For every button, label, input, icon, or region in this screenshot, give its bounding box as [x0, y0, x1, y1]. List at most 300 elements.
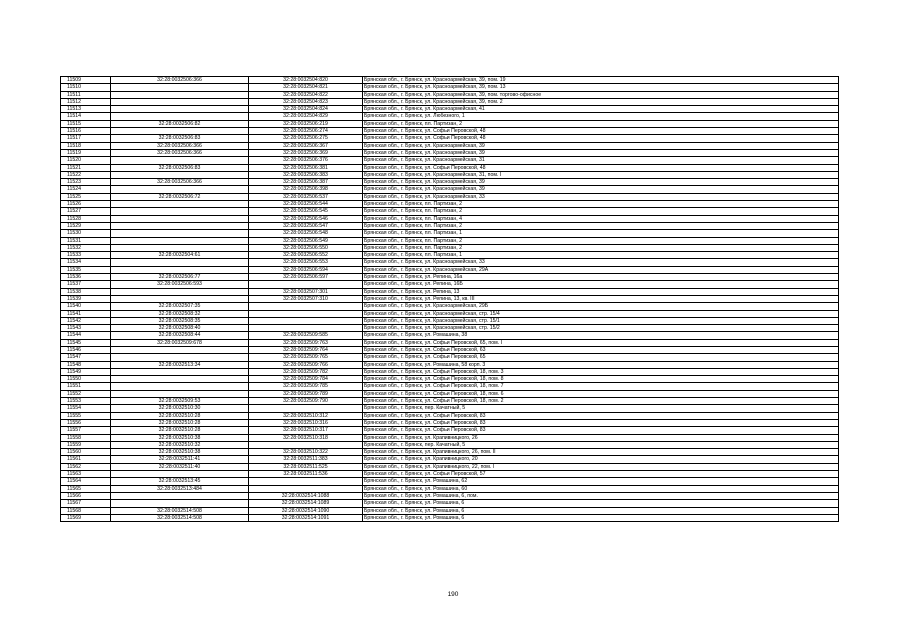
row-number-cell: 11551 — [61, 383, 111, 390]
land-plot-number-cell: 32:28:0032514:508 — [111, 514, 249, 521]
table-row — [61, 259, 839, 266]
row-number-cell: 11520 — [61, 157, 111, 164]
land-plot-number-cell: 32:28:0032507:35 — [111, 303, 249, 310]
building-number-cell: 32:28:0032509:763 — [249, 339, 363, 346]
table-row — [61, 201, 839, 208]
table-row — [61, 310, 839, 317]
land-plot-number-cell — [111, 113, 249, 120]
land-plot-number-cell: 32:28:0032506:366 — [111, 77, 249, 84]
land-plot-number-cell — [111, 492, 249, 499]
row-number-cell: 11512 — [61, 98, 111, 105]
table-row — [61, 274, 839, 281]
address-cell: Брянская обл., г. Брянск, ул. Красноармейская, 31, пом. I — [363, 171, 839, 178]
building-number-cell: 32:28:0032509:765 — [249, 354, 363, 361]
address-cell: Брянская обл., г. Брянск, ул. Софьи Перовской, 65 — [363, 354, 839, 361]
row-number-cell: 11554 — [61, 405, 111, 412]
land-plot-number-cell — [111, 244, 249, 251]
table-row — [61, 412, 839, 419]
table-row — [61, 266, 839, 273]
row-number-cell: 11563 — [61, 471, 111, 478]
land-plot-number-cell — [111, 295, 249, 302]
land-plot-number-cell — [111, 157, 249, 164]
address-cell: Брянская обл., г. Брянск, ул. Ромашина, 58 корп. 3 — [363, 361, 839, 368]
building-number-cell — [249, 310, 363, 317]
table-row — [61, 252, 839, 259]
row-number-cell: 11535 — [61, 266, 111, 273]
table-row — [61, 303, 839, 310]
address-cell: Брянская обл., г. Брянск, ул. Ромашина, 6 — [363, 514, 839, 521]
table-row — [61, 383, 839, 390]
building-number-cell: 32:28:0032509:766 — [249, 361, 363, 368]
address-cell: Брянская обл., г. Брянск, ул. Софьи Перовской, 48 — [363, 135, 839, 142]
address-cell: Брянская обл., г. Брянск, ул. Софьи Перовской, 18, пом. 7 — [363, 383, 839, 390]
building-number-cell: 32:28:0032506:387 — [249, 179, 363, 186]
address-cell: Брянская обл., г. Брянск, ул. Красноармейская, 39, пом. торгово-офисное — [363, 91, 839, 98]
land-plot-number-cell — [111, 222, 249, 229]
table-row — [61, 376, 839, 383]
land-plot-number-cell — [111, 266, 249, 273]
building-number-cell: 32:28:0032507:301 — [249, 288, 363, 295]
table-row — [61, 514, 839, 521]
row-number-cell: 11513 — [61, 106, 111, 113]
land-plot-number-cell: 32:28:0032504:61 — [111, 252, 249, 259]
row-number-cell: 11541 — [61, 310, 111, 317]
row-number-cell: 11527 — [61, 208, 111, 215]
address-cell: Брянская обл., г. Брянск, пл. Партизан, 4 — [363, 215, 839, 222]
building-number-cell: 32:28:0032514:1091 — [249, 514, 363, 521]
building-number-cell: 32:28:0032511:383 — [249, 456, 363, 463]
table-row — [61, 215, 839, 222]
land-plot-number-cell — [111, 186, 249, 193]
land-plot-number-cell: 32:28:0032510:28 — [111, 412, 249, 419]
address-cell: Брянская обл., г. Брянск, ул. Красноармейская, 39 — [363, 142, 839, 149]
land-plot-number-cell: 32:28:0032508:44 — [111, 332, 249, 339]
row-number-cell: 11523 — [61, 179, 111, 186]
table-row — [61, 492, 839, 499]
table-row — [61, 449, 839, 456]
address-cell: Брянская обл., г. Брянск, ул. Крапивницкого, 26 — [363, 434, 839, 441]
land-plot-number-cell: 32:28:0032506:366 — [111, 142, 249, 149]
land-plot-number-cell: 32:28:0032510:32 — [111, 441, 249, 448]
row-number-cell: 11511 — [61, 91, 111, 98]
row-number-cell: 11521 — [61, 164, 111, 171]
row-number-cell: 11548 — [61, 361, 111, 368]
table-row — [61, 332, 839, 339]
land-plot-number-cell — [111, 354, 249, 361]
row-number-cell: 11530 — [61, 230, 111, 237]
building-number-cell: 32:28:0032506:544 — [249, 201, 363, 208]
row-number-cell: 11560 — [61, 449, 111, 456]
row-number-cell: 11561 — [61, 456, 111, 463]
table-row — [61, 427, 839, 434]
row-number-cell: 11556 — [61, 419, 111, 426]
address-cell: Брянская обл., г. Брянск, пл. Партизан, 2 — [363, 120, 839, 127]
land-plot-number-cell: 32:28:0032510:28 — [111, 419, 249, 426]
address-cell: Брянская обл., г. Брянск, ул. Ромашина, 6 — [363, 500, 839, 507]
address-cell: Брянская обл., г. Брянск, ул. Красноармейская, 39 — [363, 186, 839, 193]
row-number-cell: 11540 — [61, 303, 111, 310]
building-number-cell — [249, 281, 363, 288]
land-plot-number-cell: 32:28:0032510:38 — [111, 449, 249, 456]
land-plot-number-cell: 32:28:0032511:40 — [111, 463, 249, 470]
building-number-cell: 32:28:0032506:552 — [249, 252, 363, 259]
land-plot-number-cell: 32:28:0032508:40 — [111, 325, 249, 332]
row-number-cell: 11533 — [61, 252, 111, 259]
row-number-cell: 11524 — [61, 186, 111, 193]
row-number-cell: 11531 — [61, 237, 111, 244]
table-row — [61, 179, 839, 186]
land-plot-number-cell — [111, 98, 249, 105]
table-row — [61, 128, 839, 135]
row-number-cell: 11542 — [61, 317, 111, 324]
land-plot-number-cell — [111, 208, 249, 215]
building-number-cell: 32:28:0032506:550 — [249, 244, 363, 251]
row-number-cell: 11532 — [61, 244, 111, 251]
land-plot-number-cell — [111, 288, 249, 295]
row-number-cell: 11545 — [61, 339, 111, 346]
row-number-cell: 11562 — [61, 463, 111, 470]
table-row — [61, 325, 839, 332]
row-number-cell: 11539 — [61, 295, 111, 302]
row-number-cell: 11529 — [61, 222, 111, 229]
table-row — [61, 398, 839, 405]
table-row — [61, 135, 839, 142]
building-number-cell: 32:28:0032506:553 — [249, 259, 363, 266]
row-number-cell: 11544 — [61, 332, 111, 339]
table-row — [61, 419, 839, 426]
building-number-cell — [249, 325, 363, 332]
address-cell: Брянская обл., г. Брянск, ул. Красноармейская, 33 — [363, 193, 839, 200]
building-number-cell: 32:28:0032506:367 — [249, 142, 363, 149]
address-cell: Брянская обл., г. Брянск, ул. Крапивницкого, 20 — [363, 456, 839, 463]
row-number-cell: 11517 — [61, 135, 111, 142]
table-row — [61, 478, 839, 485]
building-number-cell: 32:28:0032510:312 — [249, 412, 363, 419]
table-row — [61, 441, 839, 448]
address-cell: Брянская обл., г. Брянск, пер. Качатный, 5 — [363, 441, 839, 448]
land-plot-number-cell: 32:28:0032506:83 — [111, 164, 249, 171]
row-number-cell: 11552 — [61, 390, 111, 397]
table-row — [61, 405, 839, 412]
table-row — [61, 471, 839, 478]
building-number-cell: 32:28:0032506:547 — [249, 222, 363, 229]
land-plot-number-cell: 32:28:0032513:45 — [111, 478, 249, 485]
row-number-cell: 11567 — [61, 500, 111, 507]
table-row — [61, 281, 839, 288]
land-plot-number-cell — [111, 390, 249, 397]
address-cell: Брянская обл., г. Брянск, ул. Ромашина, 6 — [363, 507, 839, 514]
table-row — [61, 120, 839, 127]
land-plot-number-cell — [111, 201, 249, 208]
table-row — [61, 157, 839, 164]
row-number-cell: 11537 — [61, 281, 111, 288]
table-row — [61, 295, 839, 302]
building-number-cell: 32:28:0032504:824 — [249, 106, 363, 113]
land-plot-number-cell — [111, 84, 249, 91]
address-cell: Брянская обл., г. Брянск, ул. Ромашина, 62 — [363, 478, 839, 485]
row-number-cell: 11564 — [61, 478, 111, 485]
table-row — [61, 142, 839, 149]
land-plot-number-cell — [111, 368, 249, 375]
address-cell: Брянская обл., г. Брянск, ул. Репина, 16а — [363, 274, 839, 281]
row-number-cell: 11525 — [61, 193, 111, 200]
address-cell: Брянская обл., г. Брянск, ул. Крапивницкого, 26, пом. II — [363, 449, 839, 456]
building-number-cell: 32:28:0032514:1090 — [249, 507, 363, 514]
table-row — [61, 507, 839, 514]
row-number-cell: 11510 — [61, 84, 111, 91]
building-number-cell: 32:28:0032507:310 — [249, 295, 363, 302]
row-number-cell: 11543 — [61, 325, 111, 332]
row-number-cell: 11553 — [61, 398, 111, 405]
land-plot-number-cell — [111, 346, 249, 353]
table-row — [61, 456, 839, 463]
land-plot-number-cell — [111, 230, 249, 237]
table-row — [61, 354, 839, 361]
land-plot-number-cell: 32:28:0032508:35 — [111, 317, 249, 324]
cadastral-table — [60, 76, 839, 522]
address-cell: Брянская обл., г. Брянск, ул. Софьи Перовской, 83 — [363, 412, 839, 419]
building-number-cell: 32:28:0032509:784 — [249, 376, 363, 383]
table-row — [61, 463, 839, 470]
address-cell: Брянская обл., г. Брянск, ул. Красноармейская, стр. 15/4 — [363, 310, 839, 317]
table-row — [61, 230, 839, 237]
row-number-cell: 11509 — [61, 77, 111, 84]
building-number-cell: 32:28:0032506:548 — [249, 230, 363, 237]
row-number-cell: 11514 — [61, 113, 111, 120]
building-number-cell: 32:28:0032510:318 — [249, 434, 363, 441]
address-cell: Брянская обл., г. Брянск, ул. Красноармейская, 31 — [363, 157, 839, 164]
land-plot-number-cell — [111, 91, 249, 98]
building-number-cell: 32:28:0032514:1089 — [249, 500, 363, 507]
table-row — [61, 222, 839, 229]
building-number-cell: 32:28:0032506:219 — [249, 120, 363, 127]
address-cell: Брянская обл., г. Брянск, ул. Репина, 13, кв. III — [363, 295, 839, 302]
land-plot-number-cell: 32:28:0032506:77 — [111, 274, 249, 281]
row-number-cell: 11550 — [61, 376, 111, 383]
building-number-cell: 32:28:0032511:536 — [249, 471, 363, 478]
land-plot-number-cell: 32:28:0032506:82 — [111, 120, 249, 127]
address-cell: Брянская обл., г. Брянск, пл. Партизан, 2 — [363, 208, 839, 215]
table-row — [61, 113, 839, 120]
address-cell: Брянская обл., г. Брянск, ул. Софьи Перовской, 48 — [363, 164, 839, 171]
land-plot-number-cell: 32:28:0032509:53 — [111, 398, 249, 405]
address-cell: Брянская обл., г. Брянск, пл. Партизан, 2 — [363, 222, 839, 229]
row-number-cell: 11547 — [61, 354, 111, 361]
address-cell: Брянская обл., г. Брянск, ул. Ромашина, 38 — [363, 332, 839, 339]
land-plot-number-cell: 32:28:0032511:41 — [111, 456, 249, 463]
land-plot-number-cell: 32:28:0032509:678 — [111, 339, 249, 346]
row-number-cell: 11557 — [61, 427, 111, 434]
address-cell: Брянская обл., г. Брянск, ул. Софьи Перовской, 18, пом. 2 — [363, 398, 839, 405]
building-number-cell: 32:28:0032506:546 — [249, 215, 363, 222]
land-plot-number-cell: 32:28:0032514:508 — [111, 507, 249, 514]
land-plot-number-cell — [111, 171, 249, 178]
land-plot-number-cell: 32:28:0032506:593 — [111, 281, 249, 288]
building-number-cell: 32:28:0032504:823 — [249, 98, 363, 105]
row-number-cell: 11558 — [61, 434, 111, 441]
land-plot-number-cell — [111, 106, 249, 113]
table-row — [61, 237, 839, 244]
table-row — [61, 244, 839, 251]
building-number-cell: 32:28:0032509:789 — [249, 390, 363, 397]
row-number-cell: 11522 — [61, 171, 111, 178]
building-number-cell: 32:28:0032509:785 — [249, 383, 363, 390]
row-number-cell: 11516 — [61, 128, 111, 135]
land-plot-number-cell — [111, 376, 249, 383]
building-number-cell: 32:28:0032506:594 — [249, 266, 363, 273]
table-row — [61, 208, 839, 215]
land-plot-number-cell — [111, 259, 249, 266]
land-plot-number-cell — [111, 215, 249, 222]
table-row — [61, 77, 839, 84]
document-page — [60, 76, 838, 522]
table-row — [61, 106, 839, 113]
table-row — [61, 98, 839, 105]
table-row — [61, 434, 839, 441]
address-cell: Брянская обл., г. Брянск, ул. Красноармейская, 39 — [363, 179, 839, 186]
land-plot-number-cell: 32:28:0032508:32 — [111, 310, 249, 317]
land-plot-number-cell — [111, 500, 249, 507]
address-cell: Брянская обл., г. Брянск, ул. Софьи Перовской, 18, пом. 6 — [363, 390, 839, 397]
building-number-cell: 32:28:0032504:822 — [249, 91, 363, 98]
land-plot-number-cell: 32:28:0032506:72 — [111, 193, 249, 200]
building-number-cell: 32:28:0032506:537 — [249, 193, 363, 200]
table-row — [61, 361, 839, 368]
building-number-cell — [249, 441, 363, 448]
row-number-cell: 11546 — [61, 346, 111, 353]
address-cell: Брянская обл., г. Брянск, ул. Красноармейская, 29А — [363, 266, 839, 273]
building-number-cell: 32:28:0032509:764 — [249, 346, 363, 353]
address-cell: Брянская обл., г. Брянск, пер. Качатный, 5 — [363, 405, 839, 412]
address-cell: Брянская обл., г. Брянск, ул. Софьи Перовской, 65, пом. I — [363, 339, 839, 346]
land-plot-number-cell: 32:28:0032510:30 — [111, 405, 249, 412]
row-number-cell: 11536 — [61, 274, 111, 281]
table-row — [61, 193, 839, 200]
building-number-cell: 32:28:0032506:597 — [249, 274, 363, 281]
address-cell: Брянская обл., г. Брянск, ул. Софьи Перовской, 48 — [363, 128, 839, 135]
address-cell: Брянская обл., г. Брянск, ул. Крапивницкого, 22, пом. I — [363, 463, 839, 470]
table-row — [61, 288, 839, 295]
row-number-cell: 11538 — [61, 288, 111, 295]
building-number-cell: 32:28:0032509:790 — [249, 398, 363, 405]
building-number-cell: 32:28:0032506:274 — [249, 128, 363, 135]
building-number-cell: 32:28:0032506:275 — [249, 135, 363, 142]
row-number-cell: 11559 — [61, 441, 111, 448]
address-cell: Брянская обл., г. Брянск, пл. Партизан, 2 — [363, 237, 839, 244]
land-plot-number-cell: 32:28:0032506:366 — [111, 179, 249, 186]
address-cell: Брянская обл., г. Брянск, ул. Красноармейская, 29Б — [363, 303, 839, 310]
address-cell: Брянская обл., г. Брянск, ул. Красноармейская, 39 — [363, 149, 839, 156]
address-cell: Брянская обл., г. Брянск, ул. Красноармейская, 39, пом. 19 — [363, 77, 839, 84]
building-number-cell: 32:28:0032506:376 — [249, 157, 363, 164]
address-cell: Брянская обл., г. Брянск, ул. Софьи Перовской, 83 — [363, 427, 839, 434]
row-number-cell: 11549 — [61, 368, 111, 375]
building-number-cell: 32:28:0032514:1088 — [249, 492, 363, 499]
page-number: 190 — [447, 591, 459, 598]
address-cell: Брянская обл., г. Брянск, пл. Партизан, 1 — [363, 230, 839, 237]
row-number-cell: 11534 — [61, 259, 111, 266]
building-number-cell: 32:28:0032504:821 — [249, 84, 363, 91]
building-number-cell — [249, 485, 363, 492]
row-number-cell: 11519 — [61, 149, 111, 156]
building-number-cell — [249, 405, 363, 412]
address-cell: Брянская обл., г. Брянск, ул. Красноармейская, 33 — [363, 259, 839, 266]
address-cell: Брянская обл., г. Брянск, ул. Софьи Перовской, 18, пом. 3 — [363, 368, 839, 375]
address-cell: Брянская обл., г. Брянск, ул. Ромашина, 6, пом. — [363, 492, 839, 499]
address-cell: Брянская обл., г. Брянск, ул. Красноармейская, стр. 15/2 — [363, 325, 839, 332]
table-body — [61, 77, 839, 522]
address-cell: Брянская обл., г. Брянск, ул. Софьи Перовской, 57 — [363, 471, 839, 478]
land-plot-number-cell: 32:28:0032506:366 — [111, 149, 249, 156]
row-number-cell: 11568 — [61, 507, 111, 514]
building-number-cell: 32:28:0032506:398 — [249, 186, 363, 193]
table-row — [61, 368, 839, 375]
building-number-cell: 32:28:0032510:316 — [249, 419, 363, 426]
building-number-cell: 32:28:0032504:829 — [249, 113, 363, 120]
row-number-cell: 11566 — [61, 492, 111, 499]
table-row — [61, 390, 839, 397]
address-cell: Брянская обл., г. Брянск, ул. Софьи Перовской, 18, пом. 8 — [363, 376, 839, 383]
address-cell: Брянская обл., г. Брянск, пл. Партизан, 2 — [363, 201, 839, 208]
building-number-cell — [249, 478, 363, 485]
building-number-cell: 32:28:0032506:545 — [249, 208, 363, 215]
land-plot-number-cell — [111, 128, 249, 135]
building-number-cell: 32:28:0032511:525 — [249, 463, 363, 470]
table-row — [61, 171, 839, 178]
address-cell: Брянская обл., г. Брянск, ул. Красноармейская, стр. 15/1 — [363, 317, 839, 324]
address-cell: Брянская обл., г. Брянск, ул. Красноармейская, 41 — [363, 106, 839, 113]
row-number-cell: 11515 — [61, 120, 111, 127]
building-number-cell — [249, 317, 363, 324]
address-cell: Брянская обл., г. Брянск, ул. Ромашина, 60 — [363, 485, 839, 492]
building-number-cell — [249, 303, 363, 310]
land-plot-number-cell: 32:28:0032513:34 — [111, 361, 249, 368]
address-cell: Брянская обл., г. Брянск, ул. Софьи Перовской, 63 — [363, 346, 839, 353]
table-row — [61, 339, 839, 346]
address-cell: Брянская обл., г. Брянск, ул. Любезного, 1 — [363, 113, 839, 120]
land-plot-number-cell — [111, 471, 249, 478]
building-number-cell: 32:28:0032509:585 — [249, 332, 363, 339]
row-number-cell: 11569 — [61, 514, 111, 521]
address-cell: Брянская обл., г. Брянск, ул. Красноармейская, 39, пом. 13 — [363, 84, 839, 91]
table-row — [61, 317, 839, 324]
land-plot-number-cell: 32:28:0032510:38 — [111, 434, 249, 441]
building-number-cell: 32:28:0032506:369 — [249, 149, 363, 156]
building-number-cell: 32:28:0032506:381 — [249, 164, 363, 171]
row-number-cell: 11565 — [61, 485, 111, 492]
table-row — [61, 500, 839, 507]
row-number-cell: 11526 — [61, 201, 111, 208]
address-cell: Брянская обл., г. Брянск, ул. Красноармейская, 39, пом. 2 — [363, 98, 839, 105]
row-number-cell: 11555 — [61, 412, 111, 419]
table-row — [61, 91, 839, 98]
land-plot-number-cell: 32:28:0032510:28 — [111, 427, 249, 434]
building-number-cell: 32:28:0032509:782 — [249, 368, 363, 375]
table-row — [61, 164, 839, 171]
address-cell: Брянская обл., г. Брянск, ул. Репина, 16Б — [363, 281, 839, 288]
building-number-cell: 32:28:0032510:317 — [249, 427, 363, 434]
building-number-cell: 32:28:0032506:549 — [249, 237, 363, 244]
address-cell: Брянская обл., г. Брянск, пл. Партизан, 2 — [363, 244, 839, 251]
table-row — [61, 485, 839, 492]
building-number-cell: 32:28:0032504:820 — [249, 77, 363, 84]
land-plot-number-cell: 32:28:0032513:484 — [111, 485, 249, 492]
row-number-cell: 11518 — [61, 142, 111, 149]
address-cell: Брянская обл., г. Брянск, пл. Партизан, 1 — [363, 252, 839, 259]
table-row — [61, 149, 839, 156]
building-number-cell: 32:28:0032510:322 — [249, 449, 363, 456]
building-number-cell: 32:28:0032506:383 — [249, 171, 363, 178]
